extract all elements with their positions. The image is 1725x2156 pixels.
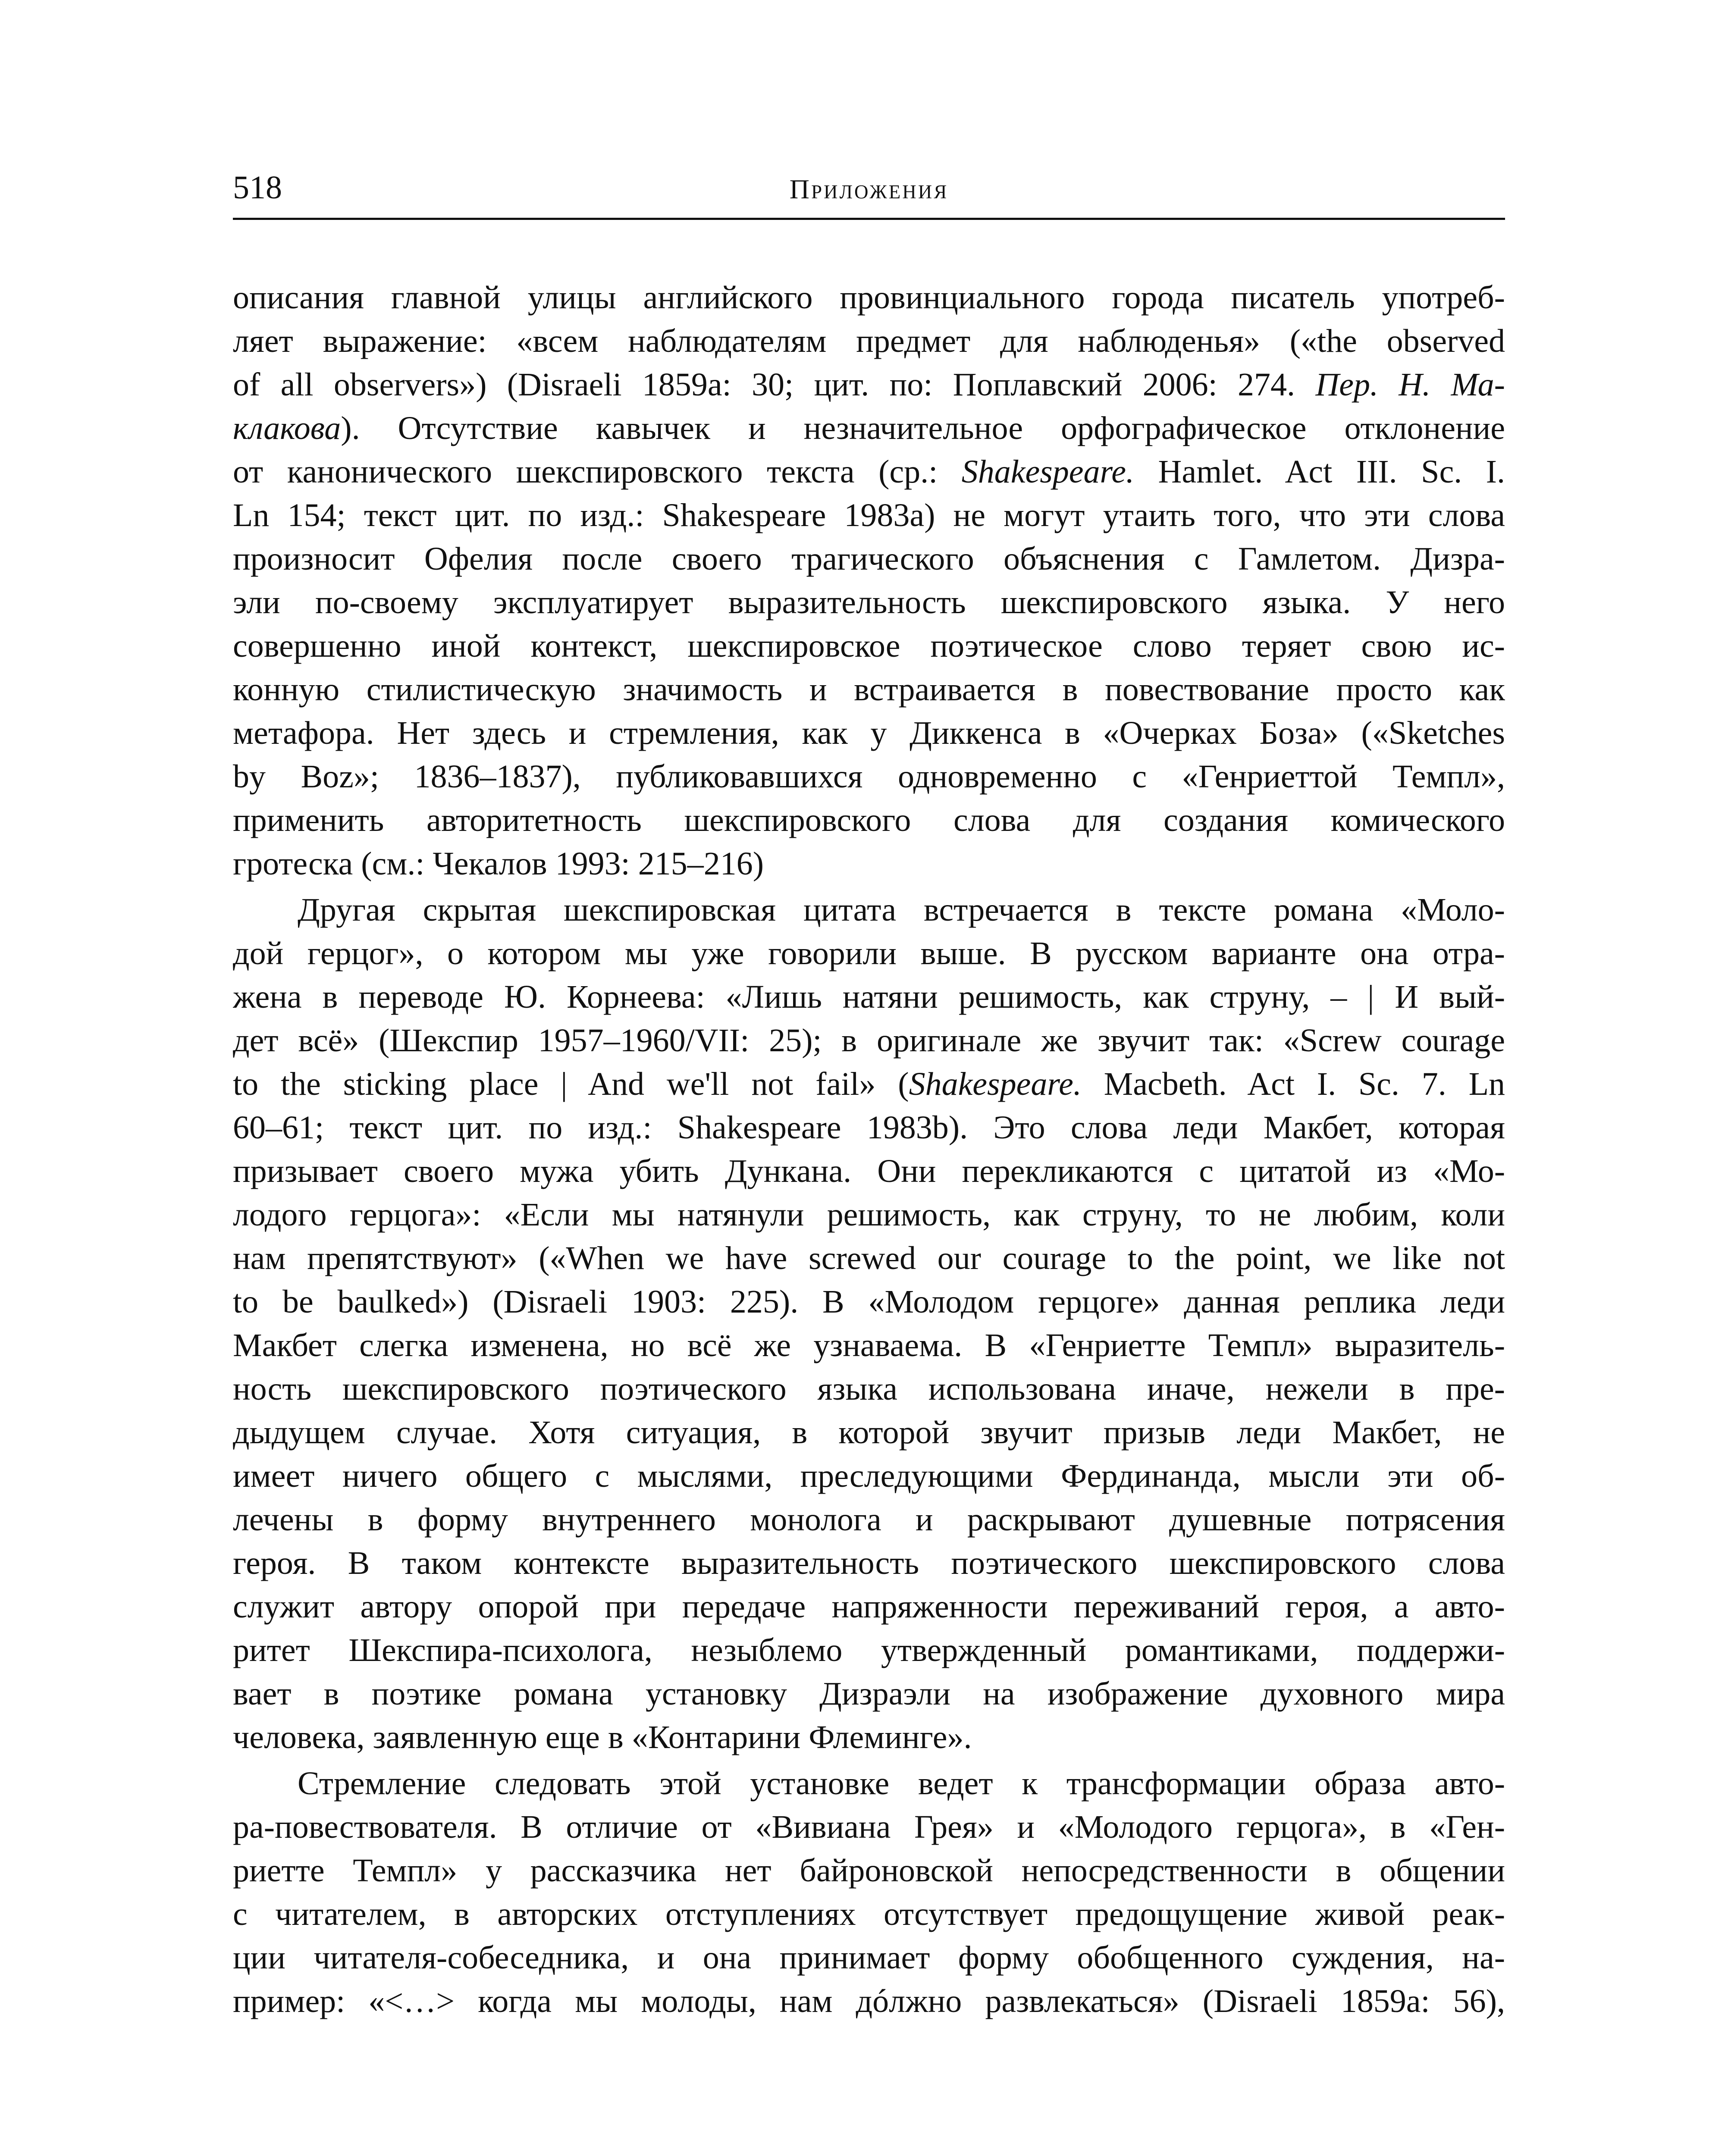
text-line: [233, 1936, 1505, 1980]
text-run: метафора. Нет здесь и стремления, как у Диккенса в «Очерках Боза» («Sketches: [233, 715, 1505, 751]
text-line: [233, 1849, 1505, 1893]
paragraph: [233, 888, 1505, 1759]
text-run: применить авторитетность шекспировского слова для создания комического: [233, 802, 1505, 838]
text-run: Hamlet. Act III. Sc. I.: [1134, 454, 1505, 490]
text-line: [233, 975, 1505, 1019]
text-line: [233, 1062, 1505, 1106]
text-line: [233, 1237, 1505, 1280]
text-run: Стремление следовать этой установке ведет к трансформации образа авто-: [298, 1765, 1505, 1802]
text-run: дет всё» (Шекспир 1957–1960/VII: 25); в оригинале же звучит так: «Screw courage: [233, 1022, 1505, 1059]
text-line: [233, 537, 1505, 581]
text-line: [233, 1019, 1505, 1062]
text-line: [233, 1106, 1505, 1150]
text-run: ра-повествователя. В отличие от «Вивиана Грея» и «Молодого герцога», в «Ген-: [233, 1809, 1505, 1845]
text-line: [233, 668, 1505, 711]
text-run: имеет ничего общего с мыслями, преследующими Фердинанда, мысли эти об-: [233, 1458, 1505, 1494]
text-line: [233, 1411, 1505, 1454]
text-line: [233, 1805, 1505, 1849]
text-line: [233, 1280, 1505, 1324]
text-run: ритет Шекспира-психолога, незыблемо утвержденный романтиками, поддержи-: [233, 1632, 1505, 1668]
text-line: [233, 711, 1505, 755]
text-line: [233, 276, 1505, 320]
text-run: гротеска (см.: Чекалов 1993: 215–216): [233, 846, 764, 882]
text-run: с читателем, в авторских отступлениях отсутствует предощущение живой реак-: [233, 1896, 1505, 1932]
section-title: Приложения: [789, 174, 949, 204]
text-run: Другая скрытая шекспировская цитата встречается в тексте романа «Моло-: [298, 892, 1505, 928]
text-line: [233, 842, 1505, 886]
text-run: лодого герцога»: «Если мы натянули решимость, как струну, то не любим, коли: [233, 1197, 1505, 1233]
italic-text: Пер. Н. Ма-: [1315, 367, 1505, 403]
text-run: человека, заявленную еще в «Контарини Флеминге».: [233, 1719, 972, 1755]
italic-text: Shakespeare.: [961, 454, 1135, 490]
text-run: дой герцог», о котором мы уже говорили выше. В русском варианте она отра-: [233, 935, 1505, 971]
text-run: героя. В таком контексте выразительность поэтического шекспировского слова: [233, 1545, 1505, 1581]
text-run: описания главной улицы английского провинциального города писатель употреб-: [233, 279, 1505, 316]
text-line: [233, 1150, 1505, 1193]
text-line: [233, 581, 1505, 624]
text-line: [233, 1629, 1505, 1672]
text-line: [233, 755, 1505, 799]
text-run: эли по-своему эксплуатирует выразительность шекспировского языка. У него: [233, 584, 1505, 620]
text-run: Макбет слегка изменена, но всё же узнаваема. В «Генриетте Темпл» выразитель-: [233, 1327, 1505, 1363]
text-run: совершенно иной контекст, шекспировское поэтическое слово теряет свою ис-: [233, 628, 1505, 664]
text-run: дыдущем случае. Хотя ситуация, в которой звучит призыв леди Макбет, не: [233, 1414, 1505, 1451]
text-line: [233, 407, 1505, 450]
text-line: [233, 1762, 1505, 1805]
text-run: конную стилистическую значимость и встраивается в повествование просто как: [233, 671, 1505, 708]
italic-text: Shakespeare.: [909, 1066, 1082, 1102]
text-run: Ln 154; текст цит. по изд.: Shakespeare 1983a) не могут утаить того, что эти слова: [233, 497, 1505, 533]
text-run: by Boz»; 1836–1837), публиковавшихся одновременно с «Генриеттой Темпл»,: [233, 758, 1505, 795]
text-line: [233, 1542, 1505, 1585]
text-run: от канонического шекспировского текста (ср.:: [233, 454, 962, 490]
paragraph: [233, 1762, 1505, 2023]
text-run: вает в поэтике романа установку Дизраэли на изображение духовного мира: [233, 1676, 1505, 1712]
text-run: жена в переводе Ю. Корнеева: «Лишь натяни решимость, как струну, – | И вый-: [233, 979, 1505, 1015]
text-line: [233, 1716, 1505, 1759]
text-run: лечены в форму внутреннего монолога и раскрывают душевные потрясения: [233, 1501, 1505, 1538]
text-line: [233, 494, 1505, 537]
text-run: призывает своего мужа убить Дункана. Они перекликаются с цитатой из «Мо-: [233, 1153, 1505, 1189]
text-run: пример: «<…> когда мы молоды, нам дóлжно развлекаться» (Disraeli 1859a: 56),: [233, 1983, 1505, 2019]
page-number: 518: [233, 169, 282, 206]
text-line: [233, 363, 1505, 407]
body-text: [233, 276, 1505, 2023]
text-line: [233, 1367, 1505, 1411]
text-line: [233, 320, 1505, 363]
text-line: [233, 624, 1505, 668]
text-line: [233, 450, 1505, 494]
running-head: [233, 166, 1505, 220]
text-run: to be baulked») (Disraeli 1903: 225). В «Молодом герцоге» данная реплика леди: [233, 1284, 1505, 1320]
paragraph: [233, 276, 1505, 886]
text-line: [233, 1498, 1505, 1542]
text-line: [233, 1672, 1505, 1716]
text-line: [233, 1893, 1505, 1936]
text-line: [233, 1193, 1505, 1237]
text-line: [233, 932, 1505, 975]
text-line: [233, 1454, 1505, 1498]
text-run: ляет выражение: «всем наблюдателям предмет для наблюденья» («the observed: [233, 323, 1505, 359]
text-run: ции читателя-собеседника, и она принимает форму обобщенного суждения, на-: [233, 1940, 1505, 1976]
text-run: of all observers») (Disraeli 1859a: 30; цит. по: Поплавский 2006: 274.: [233, 367, 1316, 403]
text-line: [233, 1980, 1505, 2023]
text-run: произносит Офелия после своего трагического объяснения с Гамлетом. Дизра-: [233, 541, 1505, 577]
text-line: [233, 888, 1505, 932]
text-run: 60–61; текст цит. по изд.: Shakespeare 1983b). Это слова леди Макбет, которая: [233, 1109, 1505, 1146]
text-run: ность шекспировского поэтического языка использована иначе, нежели в пре-: [233, 1371, 1505, 1407]
text-run: Macbeth. Act I. Sc. 7. Ln: [1081, 1066, 1505, 1102]
text-line: [233, 1585, 1505, 1629]
text-line: [233, 1324, 1505, 1367]
text-run: служит автору опорой при передаче напряженности переживаний героя, а авто-: [233, 1589, 1505, 1625]
text-run: нам препятствуют» («When we have screwed our courage to the point, we like not: [233, 1240, 1505, 1276]
text-run: ). Отсутствие кавычек и незначительное орфографическое отклонение: [341, 410, 1505, 446]
text-run: риетте Темпл» у рассказчика нет байроновской непосредственности в общении: [233, 1852, 1505, 1889]
italic-text: клакова: [233, 410, 341, 446]
text-run: to the sticking place | And we'll not fail» (: [233, 1066, 909, 1102]
text-line: [233, 799, 1505, 842]
